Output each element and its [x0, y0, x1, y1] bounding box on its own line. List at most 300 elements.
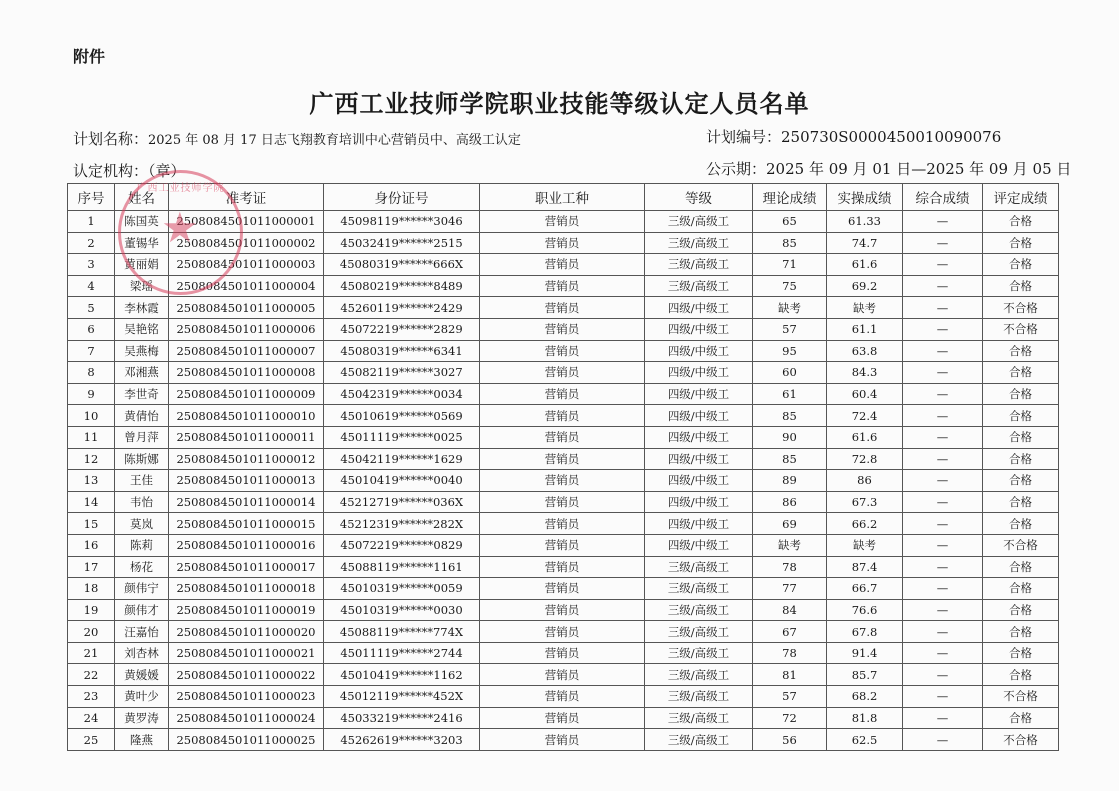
cell-id-number: 45212719******036X [324, 491, 480, 513]
cell-theory-score: 缺考 [753, 297, 827, 319]
cell-occupation: 营销员 [480, 232, 645, 254]
cell-exam-ticket: 2508084501011000020 [169, 621, 324, 643]
cell-id-number: 45212319******282X [324, 513, 480, 535]
table-row [68, 513, 1059, 535]
cell-level: 三级/高级工 [645, 642, 753, 664]
cell-index: 12 [68, 448, 115, 470]
cell-theory-score: 61 [753, 383, 827, 405]
cell-theory-score: 75 [753, 275, 827, 297]
roster-table [67, 183, 1059, 751]
cell-composite-score: — [903, 534, 983, 556]
cell-occupation: 营销员 [480, 275, 645, 297]
cell-theory-score: 65 [753, 211, 827, 233]
cell-name: 颜伟宁 [115, 578, 169, 600]
cell-id-number: 45011119******2744 [324, 642, 480, 664]
cell-final-result: 不合格 [983, 297, 1059, 319]
cell-final-result: 合格 [983, 405, 1059, 427]
cell-name: 吴燕梅 [115, 340, 169, 362]
cell-occupation: 营销员 [480, 621, 645, 643]
cell-practical-score: 61.1 [827, 318, 903, 340]
cell-composite-score: — [903, 491, 983, 513]
column-header-composite-score: 综合成绩 [903, 184, 983, 211]
cell-final-result: 合格 [983, 340, 1059, 362]
cell-name: 汪嘉怡 [115, 621, 169, 643]
cell-level: 四级/中级工 [645, 405, 753, 427]
cell-exam-ticket: 2508084501011000003 [169, 254, 324, 276]
table-row [68, 470, 1059, 492]
cell-theory-score: 77 [753, 578, 827, 600]
cell-index: 10 [68, 405, 115, 427]
cell-level: 三级/高级工 [645, 729, 753, 751]
cell-theory-score: 67 [753, 621, 827, 643]
cell-practical-score: 85.7 [827, 664, 903, 686]
cell-practical-score: 61.6 [827, 426, 903, 448]
cell-final-result: 合格 [983, 664, 1059, 686]
table-row [68, 254, 1059, 276]
cell-exam-ticket: 2508084501011000015 [169, 513, 324, 535]
cell-name: 黄丽娟 [115, 254, 169, 276]
cell-occupation: 营销员 [480, 513, 645, 535]
cell-final-result: 合格 [983, 513, 1059, 535]
publish-period-label: 公示期： [706, 160, 767, 178]
cell-composite-score: — [903, 707, 983, 729]
cell-exam-ticket: 2508084501011000024 [169, 707, 324, 729]
cell-index: 18 [68, 578, 115, 600]
table-row [68, 686, 1059, 708]
cell-final-result: 合格 [983, 275, 1059, 297]
cell-final-result: 合格 [983, 578, 1059, 600]
cell-name: 曾月萍 [115, 426, 169, 448]
cell-level: 三级/高级工 [645, 621, 753, 643]
cell-name: 陈莉 [115, 534, 169, 556]
cell-level: 三级/高级工 [645, 232, 753, 254]
cell-index: 8 [68, 362, 115, 384]
cell-composite-score: — [903, 340, 983, 362]
cell-id-number: 45262619******3203 [324, 729, 480, 751]
cell-name: 董锡华 [115, 232, 169, 254]
cell-level: 三级/高级工 [645, 578, 753, 600]
cell-id-number: 45010319******0059 [324, 578, 480, 600]
cell-practical-score: 缺考 [827, 534, 903, 556]
cell-practical-score: 74.7 [827, 232, 903, 254]
cell-occupation: 营销员 [480, 340, 645, 362]
cell-index: 24 [68, 707, 115, 729]
cell-practical-score: 61.6 [827, 254, 903, 276]
table-row [68, 297, 1059, 319]
table-row [68, 318, 1059, 340]
cell-theory-score: 60 [753, 362, 827, 384]
table-row [68, 275, 1059, 297]
plan-name-label: 计划名称： [73, 130, 149, 148]
cell-index: 1 [68, 211, 115, 233]
cell-final-result: 合格 [983, 621, 1059, 643]
page-title: 广西工业技师学院职业技能等级认定人员名单 [309, 89, 810, 118]
cell-theory-score: 缺考 [753, 534, 827, 556]
cell-final-result: 合格 [983, 642, 1059, 664]
cell-level: 三级/高级工 [645, 707, 753, 729]
column-header-exam-ticket: 准考证 [169, 184, 324, 211]
cell-occupation: 营销员 [480, 686, 645, 708]
cell-exam-ticket: 2508084501011000018 [169, 578, 324, 600]
cell-id-number: 45011119******0025 [324, 426, 480, 448]
cell-index: 14 [68, 491, 115, 513]
plan-number-value: 250730S0000450010090076 [781, 128, 1002, 146]
table-row [68, 621, 1059, 643]
cell-occupation: 营销员 [480, 211, 645, 233]
cell-composite-score: — [903, 383, 983, 405]
cell-final-result: 合格 [983, 707, 1059, 729]
cell-index: 13 [68, 470, 115, 492]
cell-theory-score: 57 [753, 686, 827, 708]
table-row [68, 383, 1059, 405]
cell-index: 6 [68, 318, 115, 340]
cell-level: 三级/高级工 [645, 254, 753, 276]
cell-level: 四级/中级工 [645, 383, 753, 405]
cell-practical-score: 72.4 [827, 405, 903, 427]
publish-period-line [706, 158, 1071, 179]
cell-composite-score: — [903, 642, 983, 664]
cell-composite-score: — [903, 297, 983, 319]
cell-name: 颜伟才 [115, 599, 169, 621]
table-row [68, 599, 1059, 621]
cell-index: 20 [68, 621, 115, 643]
cell-index: 22 [68, 664, 115, 686]
cell-name: 李世奇 [115, 383, 169, 405]
plan-name-value: 2025 年 08 月 17 日志飞翔教育培训中心营销员中、高级工认定 [148, 133, 521, 148]
cell-theory-score: 85 [753, 232, 827, 254]
plan-number-label: 计划编号： [706, 128, 782, 146]
cell-occupation: 营销员 [480, 729, 645, 751]
table-row [68, 340, 1059, 362]
cell-index: 25 [68, 729, 115, 751]
cell-index: 21 [68, 642, 115, 664]
table-row [68, 729, 1059, 751]
seal-text: 广西工业技师学院 [136, 183, 225, 194]
cell-id-number: 45088119******774X [324, 621, 480, 643]
table-row [68, 642, 1059, 664]
cell-occupation: 营销员 [480, 664, 645, 686]
cell-exam-ticket: 2508084501011000017 [169, 556, 324, 578]
cell-occupation: 营销员 [480, 642, 645, 664]
cell-index: 9 [68, 383, 115, 405]
cell-occupation: 营销员 [480, 254, 645, 276]
cell-exam-ticket: 2508084501011000014 [169, 491, 324, 513]
cell-name: 黄倩怡 [115, 405, 169, 427]
cell-theory-score: 84 [753, 599, 827, 621]
cell-composite-score: — [903, 405, 983, 427]
cell-exam-ticket: 2508084501011000006 [169, 318, 324, 340]
cell-id-number: 45098119******3046 [324, 211, 480, 233]
cell-occupation: 营销员 [480, 534, 645, 556]
table-row [68, 707, 1059, 729]
cell-level: 三级/高级工 [645, 664, 753, 686]
cell-composite-score: — [903, 513, 983, 535]
cell-index: 11 [68, 426, 115, 448]
cell-practical-score: 91.4 [827, 642, 903, 664]
cell-occupation: 营销员 [480, 362, 645, 384]
cell-level: 四级/中级工 [645, 534, 753, 556]
cell-level: 三级/高级工 [645, 275, 753, 297]
cell-composite-score: — [903, 232, 983, 254]
attachment-label: 附件 [73, 47, 106, 66]
table-row [68, 211, 1059, 233]
cell-id-number: 45072219******0829 [324, 534, 480, 556]
cell-level: 三级/高级工 [645, 556, 753, 578]
cell-id-number: 45080219******8489 [324, 275, 480, 297]
cell-name: 陈斯娜 [115, 448, 169, 470]
cell-exam-ticket: 2508084501011000005 [169, 297, 324, 319]
cell-occupation: 营销员 [480, 470, 645, 492]
cell-occupation: 营销员 [480, 426, 645, 448]
cell-name: 刘杏林 [115, 642, 169, 664]
cell-practical-score: 86 [827, 470, 903, 492]
cell-theory-score: 90 [753, 426, 827, 448]
cell-index: 17 [68, 556, 115, 578]
cell-name: 黄罗涛 [115, 707, 169, 729]
cell-composite-score: — [903, 470, 983, 492]
cell-final-result: 合格 [983, 211, 1059, 233]
table-row [68, 664, 1059, 686]
cell-exam-ticket: 2508084501011000012 [169, 448, 324, 470]
cell-occupation: 营销员 [480, 599, 645, 621]
cell-index: 4 [68, 275, 115, 297]
cell-final-result: 不合格 [983, 686, 1059, 708]
column-header-index: 序号 [68, 184, 115, 211]
cell-composite-score: — [903, 448, 983, 470]
cell-name: 邓湘燕 [115, 362, 169, 384]
cell-index: 19 [68, 599, 115, 621]
cell-level: 四级/中级工 [645, 448, 753, 470]
cell-final-result: 合格 [983, 556, 1059, 578]
cell-exam-ticket: 2508084501011000025 [169, 729, 324, 751]
cell-theory-score: 85 [753, 405, 827, 427]
cell-theory-score: 71 [753, 254, 827, 276]
cell-level: 四级/中级工 [645, 470, 753, 492]
cell-exam-ticket: 2508084501011000008 [169, 362, 324, 384]
cell-final-result: 合格 [983, 232, 1059, 254]
cell-id-number: 45010419******1162 [324, 664, 480, 686]
cell-index: 7 [68, 340, 115, 362]
cell-name: 隆燕 [115, 729, 169, 751]
cell-exam-ticket: 2508084501011000019 [169, 599, 324, 621]
cell-practical-score: 63.8 [827, 340, 903, 362]
cell-exam-ticket: 2508084501011000016 [169, 534, 324, 556]
cell-practical-score: 68.2 [827, 686, 903, 708]
cell-id-number: 45072219******2829 [324, 318, 480, 340]
cell-level: 四级/中级工 [645, 318, 753, 340]
cell-occupation: 营销员 [480, 448, 645, 470]
cell-id-number: 45042319******0034 [324, 383, 480, 405]
cell-exam-ticket: 2508084501011000007 [169, 340, 324, 362]
cell-occupation: 营销员 [480, 318, 645, 340]
cell-name: 陈国英 [115, 211, 169, 233]
column-header-theory-score: 理论成绩 [753, 184, 827, 211]
cell-exam-ticket: 2508084501011000013 [169, 470, 324, 492]
cell-occupation: 营销员 [480, 578, 645, 600]
cell-practical-score: 87.4 [827, 556, 903, 578]
cell-theory-score: 89 [753, 470, 827, 492]
column-header-name: 姓名 [115, 184, 169, 211]
column-header-practical-score: 实操成绩 [827, 184, 903, 211]
cell-practical-score: 62.5 [827, 729, 903, 751]
cell-composite-score: — [903, 621, 983, 643]
cell-occupation: 营销员 [480, 707, 645, 729]
table-row [68, 448, 1059, 470]
cell-final-result: 不合格 [983, 534, 1059, 556]
cell-id-number: 45042119******1629 [324, 448, 480, 470]
cell-index: 2 [68, 232, 115, 254]
cell-id-number: 45012119******452X [324, 686, 480, 708]
cell-composite-score: — [903, 211, 983, 233]
cell-theory-score: 81 [753, 664, 827, 686]
cell-theory-score: 69 [753, 513, 827, 535]
column-header-level: 等级 [645, 184, 753, 211]
table-row [68, 405, 1059, 427]
cell-exam-ticket: 2508084501011000004 [169, 275, 324, 297]
cell-id-number: 45033219******2416 [324, 707, 480, 729]
cell-occupation: 营销员 [480, 556, 645, 578]
cell-level: 四级/中级工 [645, 362, 753, 384]
cell-exam-ticket: 2508084501011000009 [169, 383, 324, 405]
cell-level: 四级/中级工 [645, 491, 753, 513]
cell-composite-score: — [903, 556, 983, 578]
cell-practical-score: 缺考 [827, 297, 903, 319]
cell-theory-score: 72 [753, 707, 827, 729]
cell-final-result: 不合格 [983, 729, 1059, 751]
cell-theory-score: 56 [753, 729, 827, 751]
cell-final-result: 合格 [983, 470, 1059, 492]
cell-composite-score: — [903, 275, 983, 297]
cell-practical-score: 67.8 [827, 621, 903, 643]
cell-level: 三级/高级工 [645, 599, 753, 621]
cell-theory-score: 86 [753, 491, 827, 513]
cell-id-number: 45088119******1161 [324, 556, 480, 578]
cell-final-result: 合格 [983, 599, 1059, 621]
cell-id-number: 45032419******2515 [324, 232, 480, 254]
cell-practical-score: 72.8 [827, 448, 903, 470]
cell-practical-score: 60.4 [827, 383, 903, 405]
cell-name: 黄媛媛 [115, 664, 169, 686]
cell-exam-ticket: 2508084501011000021 [169, 642, 324, 664]
cell-exam-ticket: 2508084501011000022 [169, 664, 324, 686]
cell-occupation: 营销员 [480, 405, 645, 427]
cell-practical-score: 76.6 [827, 599, 903, 621]
cell-id-number: 45010419******0040 [324, 470, 480, 492]
table-row [68, 534, 1059, 556]
cell-exam-ticket: 2508084501011000002 [169, 232, 324, 254]
cell-composite-score: — [903, 426, 983, 448]
cell-index: 3 [68, 254, 115, 276]
cell-exam-ticket: 2508084501011000001 [169, 211, 324, 233]
cell-theory-score: 95 [753, 340, 827, 362]
cell-final-result: 合格 [983, 383, 1059, 405]
cell-theory-score: 78 [753, 642, 827, 664]
table-body [68, 211, 1059, 751]
cell-composite-score: — [903, 599, 983, 621]
cell-occupation: 营销员 [480, 383, 645, 405]
cell-final-result: 合格 [983, 254, 1059, 276]
cell-name: 杨花 [115, 556, 169, 578]
cell-name: 李林霞 [115, 297, 169, 319]
table-header-row [68, 184, 1059, 211]
cell-level: 四级/中级工 [645, 426, 753, 448]
plan-name-line [73, 128, 521, 149]
cell-exam-ticket: 2508084501011000011 [169, 426, 324, 448]
cell-index: 5 [68, 297, 115, 319]
column-header-final-result: 评定成绩 [983, 184, 1059, 211]
cell-occupation: 营销员 [480, 297, 645, 319]
cell-level: 三级/高级工 [645, 211, 753, 233]
cell-exam-ticket: 2508084501011000023 [169, 686, 324, 708]
cell-level: 三级/高级工 [645, 686, 753, 708]
cell-index: 15 [68, 513, 115, 535]
cell-id-number: 45260119******2429 [324, 297, 480, 319]
table-row [68, 578, 1059, 600]
cell-composite-score: — [903, 664, 983, 686]
cell-final-result: 不合格 [983, 318, 1059, 340]
cell-index: 23 [68, 686, 115, 708]
cell-level: 四级/中级工 [645, 297, 753, 319]
table-row [68, 556, 1059, 578]
cell-composite-score: — [903, 729, 983, 751]
cell-final-result: 合格 [983, 426, 1059, 448]
cell-id-number: 45080319******6341 [324, 340, 480, 362]
cell-id-number: 45010619******0569 [324, 405, 480, 427]
column-header-occupation: 职业工种 [480, 184, 645, 211]
cell-name: 韦怡 [115, 491, 169, 513]
cell-theory-score: 57 [753, 318, 827, 340]
cell-practical-score: 67.3 [827, 491, 903, 513]
cell-practical-score: 66.7 [827, 578, 903, 600]
cell-practical-score: 69.2 [827, 275, 903, 297]
cell-occupation: 营销员 [480, 491, 645, 513]
table-row [68, 232, 1059, 254]
publish-period-value: 2025 年 09 月 01 日—2025 年 09 月 05 日 [766, 160, 1072, 178]
table-row [68, 362, 1059, 384]
cell-composite-score: — [903, 254, 983, 276]
cell-id-number: 45080319******666X [324, 254, 480, 276]
cell-name: 黄叶少 [115, 686, 169, 708]
cell-name: 莫岚 [115, 513, 169, 535]
cell-composite-score: — [903, 318, 983, 340]
table-row [68, 491, 1059, 513]
cell-final-result: 合格 [983, 491, 1059, 513]
cell-id-number: 45010319******0030 [324, 599, 480, 621]
column-header-id-number: 身份证号 [324, 184, 480, 211]
cell-name: 王佳 [115, 470, 169, 492]
cell-final-result: 合格 [983, 448, 1059, 470]
cell-level: 四级/中级工 [645, 340, 753, 362]
star-icon: ★ [161, 203, 199, 252]
cell-id-number: 45082119******3027 [324, 362, 480, 384]
cell-practical-score: 81.8 [827, 707, 903, 729]
cell-theory-score: 85 [753, 448, 827, 470]
cell-composite-score: — [903, 686, 983, 708]
cell-practical-score: 66.2 [827, 513, 903, 535]
cell-composite-score: — [903, 362, 983, 384]
plan-number-line [706, 126, 1001, 147]
cell-index: 16 [68, 534, 115, 556]
cell-name: 吴艳铭 [115, 318, 169, 340]
cell-exam-ticket: 2508084501011000010 [169, 405, 324, 427]
cell-theory-score: 78 [753, 556, 827, 578]
organization-label: 认定机构：（章） [73, 162, 186, 180]
cell-practical-score: 61.33 [827, 211, 903, 233]
cell-practical-score: 84.3 [827, 362, 903, 384]
cell-name: 梁瑶 [115, 275, 169, 297]
cell-level: 四级/中级工 [645, 513, 753, 535]
cell-composite-score: — [903, 578, 983, 600]
